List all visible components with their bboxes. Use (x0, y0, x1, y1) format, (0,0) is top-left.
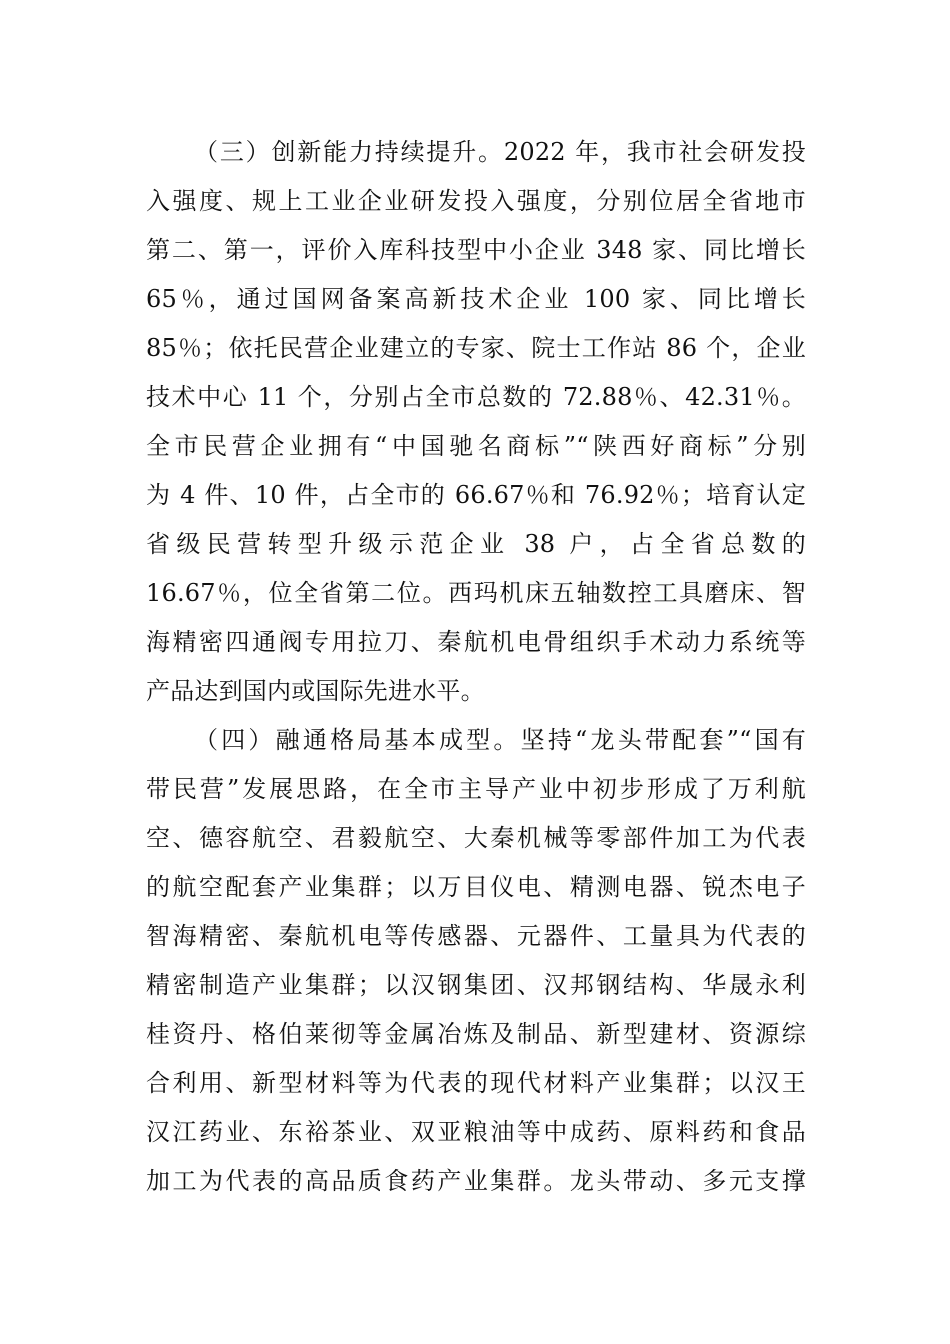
text-line: 全市民营企业拥有“中国驰名商标”“陕西好商标”分别 (146, 432, 806, 460)
text-line: 省级民营转型升级示范企业 38 户，占全省总数的 (146, 530, 806, 558)
text-line: （三）创新能力持续提升。2022 年，我市社会研发投 (194, 138, 806, 166)
text-line: （四）融通格局基本成型。坚持“龙头带配套”“国有 (194, 726, 806, 754)
text-line: 65％，通过国网备案高新技术企业 100 家、同比增长 (146, 285, 806, 313)
paragraph-integration (146, 716, 806, 1206)
text-line: 带民营”发展思路，在全市主导产业中初步形成了万利航 (146, 775, 806, 803)
text-line: 入强度、规上工业企业研发投入强度，分别位居全省地市 (146, 187, 806, 215)
text-line: 85％；依托民营企业建立的专家、院士工作站 86 个，企业 (146, 334, 806, 362)
text-line: 产品达到国内或国际先进水平。 (146, 677, 485, 705)
text-line: 第二、第一，评价入库科技型中小企业 348 家、同比增长 (146, 236, 806, 264)
paragraph-innovation (146, 128, 806, 716)
text-line: 空、德容航空、君毅航空、大秦机械等零部件加工为代表 (146, 824, 806, 852)
text-line: 技术中心 11 个，分别占全市总数的 72.88％、42.31％。 (146, 383, 806, 411)
document-body (146, 128, 806, 1206)
text-line: 精密制造产业集群；以汉钢集团、汉邦钢结构、华晟永利 (146, 971, 806, 999)
text-line: 汉江药业、东裕茶业、双亚粮油等中成药、原料药和食品 (146, 1118, 806, 1146)
text-line: 智海精密、秦航机电等传感器、元器件、工量具为代表的 (146, 922, 806, 950)
text-line: 加工为代表的高品质食药产业集群。龙头带动、多元支撑 (146, 1167, 806, 1195)
text-line: 桂资丹、格伯莱彻等金属冶炼及制品、新型建材、资源综 (146, 1020, 806, 1048)
text-line: 合利用、新型材料等为代表的现代材料产业集群；以汉王 (146, 1069, 806, 1097)
text-line: 海精密四通阀专用拉刀、秦航机电骨组织手术动力系统等 (146, 628, 806, 656)
text-line: 的航空配套产业集群；以万目仪电、精测电器、锐杰电子 (146, 873, 806, 901)
text-line: 16.67％，位全省第二位。西玛机床五轴数控工具磨床、智 (146, 579, 806, 607)
text-line: 为 4 件、10 件，占全市的 66.67％和 76.92％；培育认定 (146, 481, 806, 509)
